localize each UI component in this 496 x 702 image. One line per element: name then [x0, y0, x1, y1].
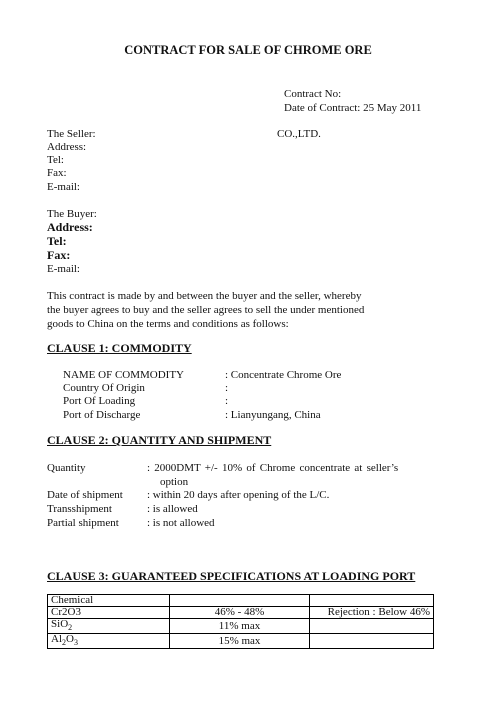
buyer-email-label: E-mail: [47, 263, 80, 275]
seller-company-suffix: CO.,LTD. [277, 128, 321, 140]
clause2-label: Transshipment [47, 503, 112, 515]
table-cell: 46% - 48% [170, 607, 310, 619]
clause2-label: Date of shipment [47, 489, 123, 501]
seller-tel-label: Tel: [47, 154, 64, 166]
contract-number-label: Contract No: [284, 88, 342, 100]
clause1-label: Country Of Origin [63, 382, 145, 394]
table-cell: 15% max [170, 634, 310, 649]
table-cell: Cr2O3 [48, 607, 170, 619]
clause1-heading: CLAUSE 1: COMMODITY [47, 341, 192, 355]
clause2-heading: CLAUSE 2: QUANTITY AND SHIPMENT [47, 433, 272, 447]
seller-fax-label: Fax: [47, 167, 67, 179]
table-cell: $Al_2O_3$ [48, 634, 170, 649]
table-cell: Chemical [48, 595, 170, 607]
intro-line: goods to China on the terms and conditions as follows: [47, 318, 289, 330]
seller-label: The Seller: [47, 128, 96, 140]
buyer-address-label: Address: [47, 220, 93, 234]
clause1-value: : [225, 382, 229, 394]
buyer-fax-label: Fax: [47, 248, 71, 262]
seller-address-label: Address: [47, 141, 87, 153]
clause2-label: Partial shipment [47, 517, 119, 529]
table-cell [170, 595, 310, 607]
intro-line: This contract is made by and between the buyer and the seller, whereby [47, 290, 362, 302]
specifications-table [47, 594, 434, 649]
contract-date: Date of Contract: 25 May 2011 [284, 102, 422, 114]
clause2-value: : is allowed [147, 503, 198, 515]
buyer-tel-label: Tel: [47, 234, 67, 248]
table-cell: 11% max [170, 619, 310, 634]
seller-email-label: E-mail: [47, 181, 80, 193]
table-cell: SiO$_2$ [48, 619, 170, 634]
clause1-value: : Lianyungang, China [225, 409, 321, 421]
clause3-heading: CLAUSE 3: GUARANTEED SPECIFICATIONS AT LOADING PORT [47, 569, 416, 583]
clause1-label: Port of Discharge [63, 409, 141, 421]
clause2-value: : 2000DMT +/- 10% of Chrome concentrate at seller’s [147, 462, 399, 474]
intro-line: the buyer agrees to buy and the seller agrees to sell the under mentioned [47, 304, 365, 316]
clause2-label: Quantity [47, 462, 86, 474]
clause1-label: Port Of Loading [63, 395, 136, 407]
clause1-value: : Concentrate Chrome Ore [225, 369, 342, 381]
clause2-value-continuation: option [160, 476, 189, 488]
clause2-value: : within 20 days after opening of the L/C. [147, 489, 330, 501]
table-row [48, 634, 434, 649]
clause1-label: NAME OF COMMODITY [63, 369, 185, 381]
table-cell [310, 634, 434, 649]
table-row [48, 607, 434, 619]
table-row [48, 619, 434, 634]
table-cell [310, 619, 434, 634]
clause2-value: : is not allowed [147, 517, 215, 529]
buyer-label: The Buyer: [47, 208, 97, 220]
clause1-value: : [225, 395, 229, 407]
table-cell [310, 595, 434, 607]
table-cell: Rejection : Below 46% [310, 607, 434, 619]
contract-title: CONTRACT FOR SALE OF CHROME ORE [124, 43, 372, 57]
table-row [48, 595, 434, 607]
